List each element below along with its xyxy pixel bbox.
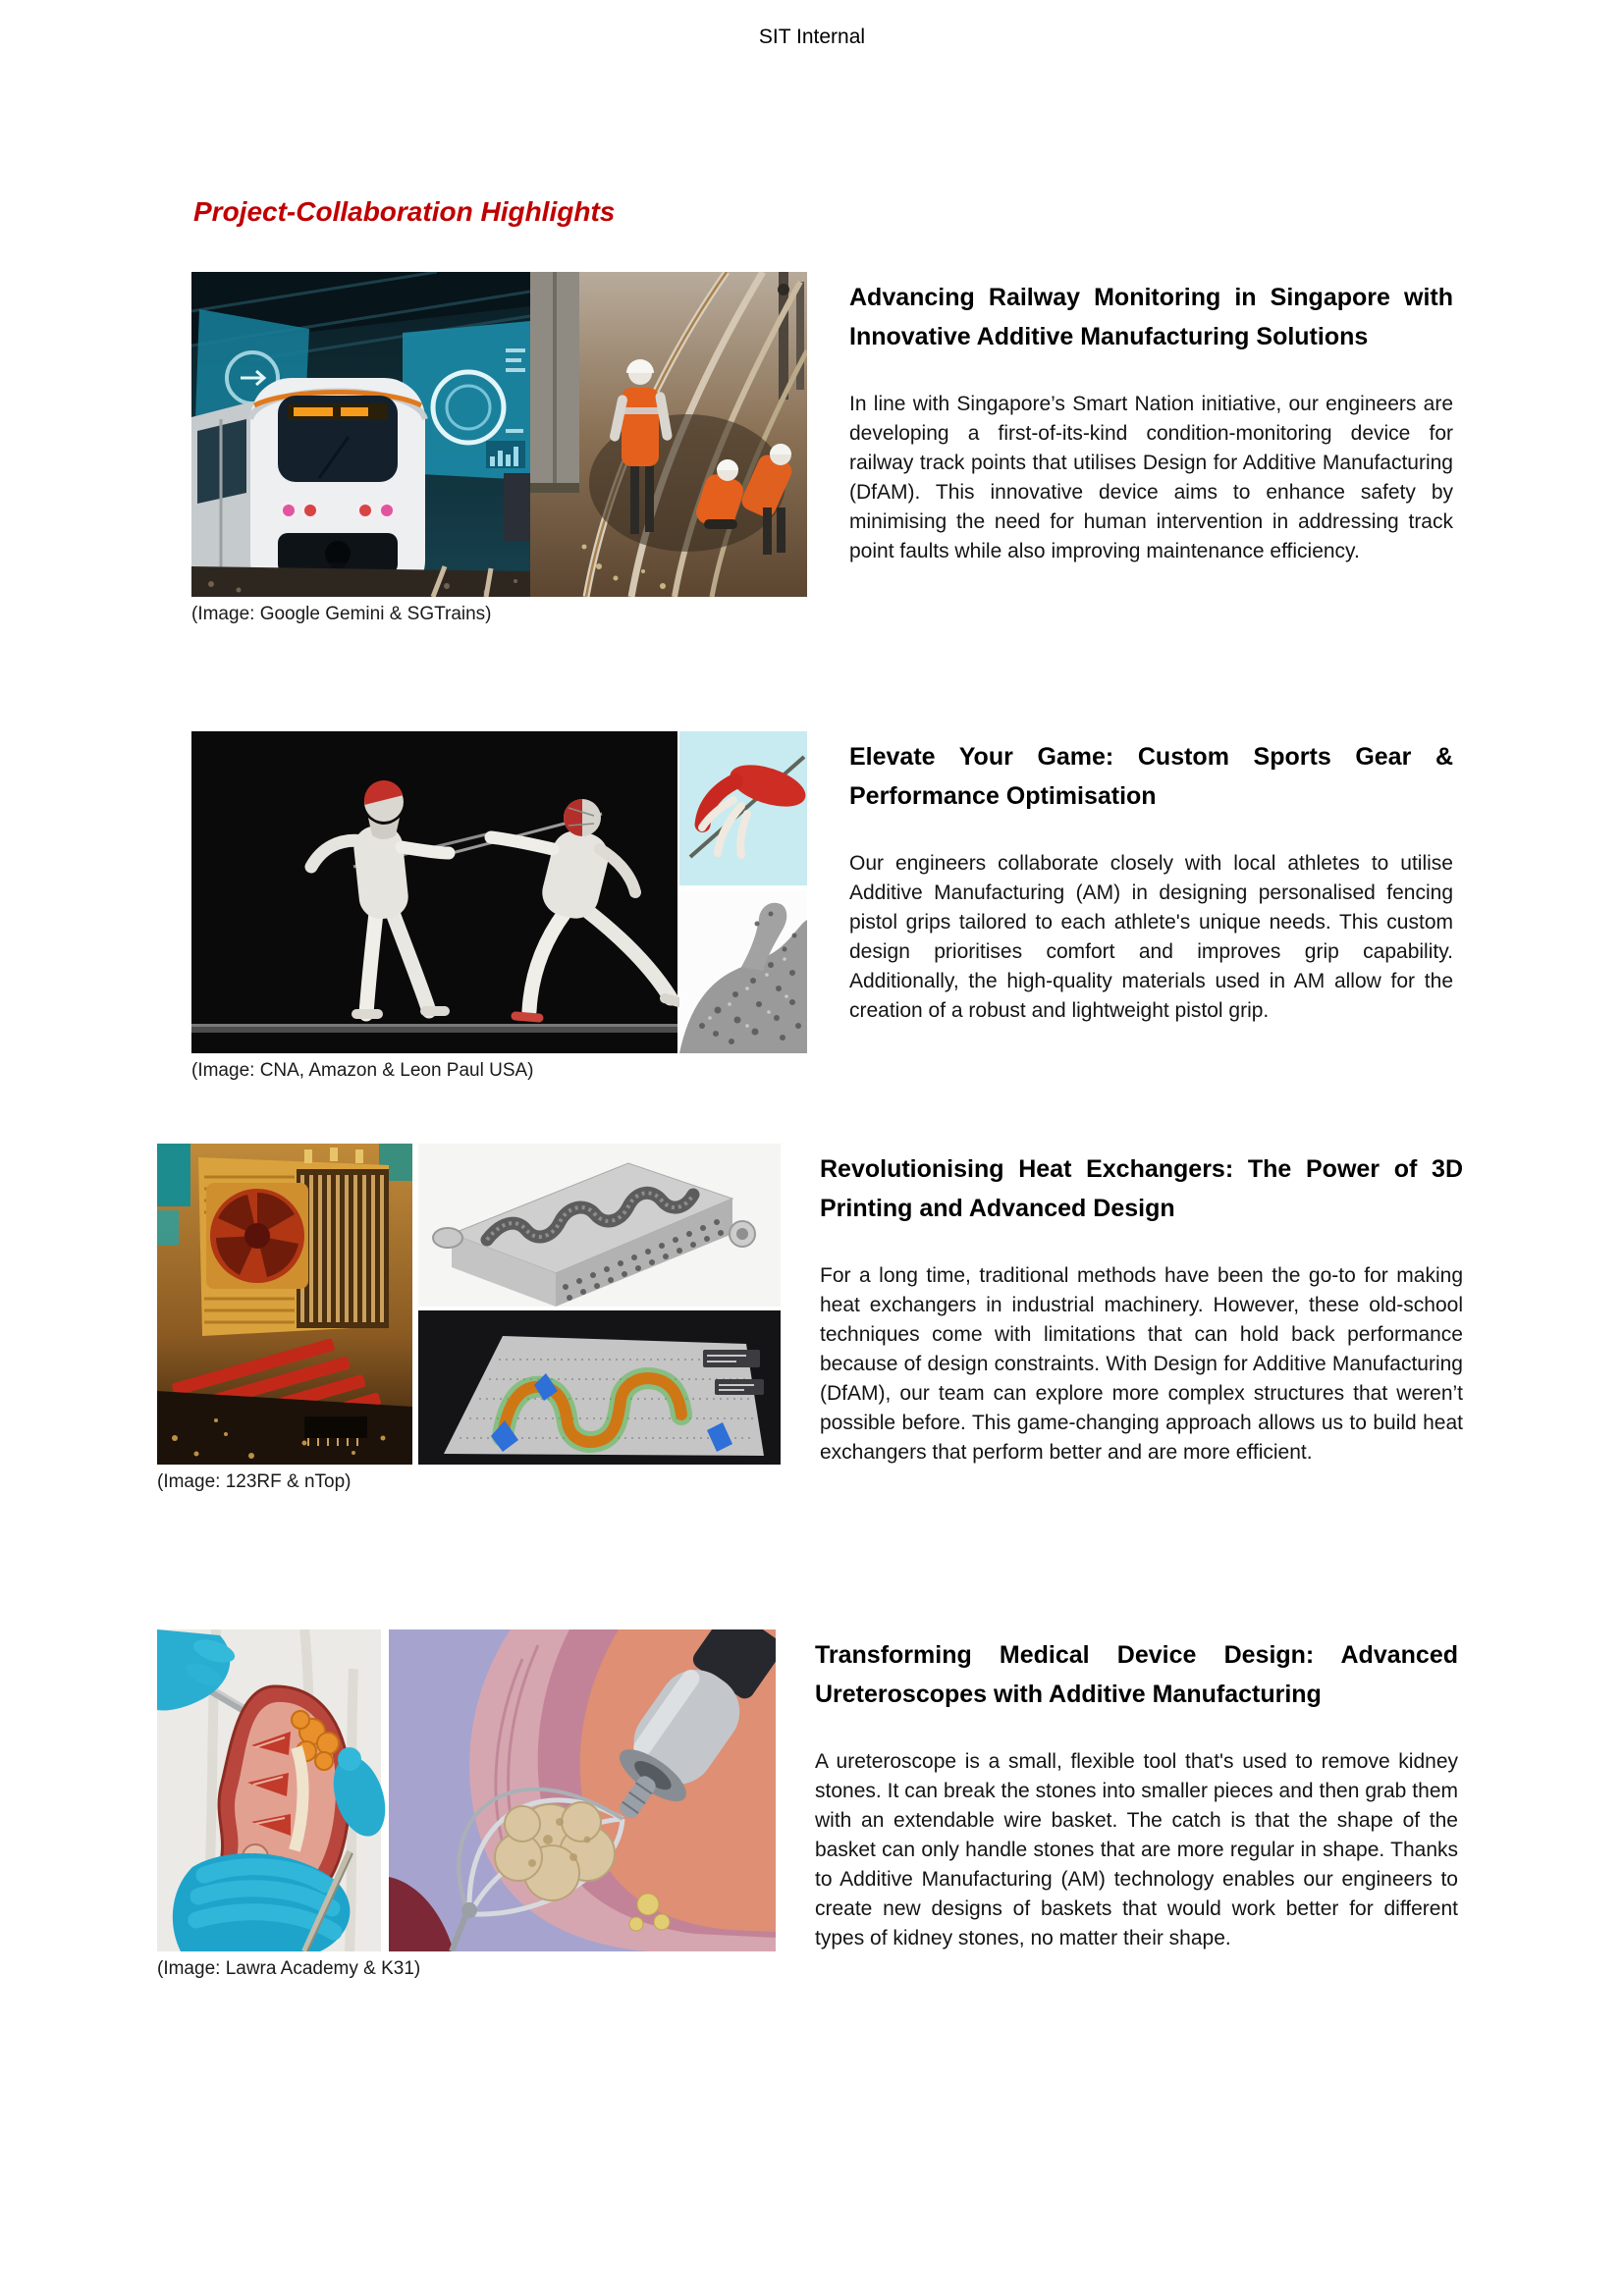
image-caption: (Image: Lawra Academy & K31) xyxy=(157,1958,421,1979)
section-medical-device xyxy=(157,1629,1458,1982)
section-fencing xyxy=(191,731,1453,1084)
page-header: SIT Internal xyxy=(758,26,866,48)
section-title: Transforming Medical Device Design: Advanced Ureteroscopes with Additive Manufacturing xyxy=(815,1641,1458,1708)
medical-photo-collage xyxy=(157,1629,776,1951)
fencing-photo-collage xyxy=(191,731,807,1053)
section-body: A ureteroscope is a small, flexible tool that's used to remove kidney stones. It can break the stones into smaller pieces and then grab them with an extendable wire basket. The catch is that the shape of the basket can only handle stones that are more regular in shape. Thanks to Additive Manufacturing (AM) technology enables our engineers to create new designs of baskets that would work better for different types of kidney stones, no matter their shape. xyxy=(815,1750,1458,1949)
image-caption: (Image: 123RF & nTop) xyxy=(157,1471,352,1492)
section-body: For a long time, traditional methods have been the go-to for making heat exchangers in industrial machinery. However, these old-school techniques come with limitations that can hold back performance because of design constraints. With Design for Additive Manufacturing (DfAM), our team can explore more complex structures that weren’t possible before. This game-changing approach allows us to build heat exchangers that perform better and are more efficient. xyxy=(820,1264,1463,1464)
section-title: Elevate Your Game: Custom Sports Gear & Performance Optimisation xyxy=(849,743,1453,810)
section-railway xyxy=(191,272,1453,627)
heat-exchanger-photo-collage xyxy=(157,1144,781,1465)
section-title: Advancing Railway Monitoring in Singapore with Innovative Additive Manufacturing Solutions xyxy=(849,284,1453,350)
section-body: In line with Singapore’s Smart Nation initiative, our engineers are developing a first-of-its-kind condition-monitoring device for railway track points that utilises Design for Additive Manufacturing (DfAM). This innovative device aims to enhance safety by minimising the need for human intervention in addressing track point faults while also improving maintenance efficiency. xyxy=(849,393,1453,562)
section-heat-exchangers xyxy=(157,1144,1463,1495)
railway-photo-collage xyxy=(191,272,807,597)
section-title: Revolutionising Heat Exchangers: The Power of 3D Printing and Advanced Design xyxy=(820,1155,1463,1222)
image-caption: (Image: CNA, Amazon & Leon Paul USA) xyxy=(191,1060,534,1081)
image-caption: (Image: Google Gemini & SGTrains) xyxy=(191,604,492,624)
page-title: Project-Collaboration Highlights xyxy=(193,196,616,227)
section-body: Our engineers collaborate closely with local athletes to utilise Additive Manufacturing (AM) in designing personalised fencing pistol grips tailored to each athlete's unique needs. This custom design prioritises comfort and improves grip capability. Additionally, the high-quality materials used in AM allow for the creation of a robust and lightweight pistol grip. xyxy=(849,852,1453,1022)
